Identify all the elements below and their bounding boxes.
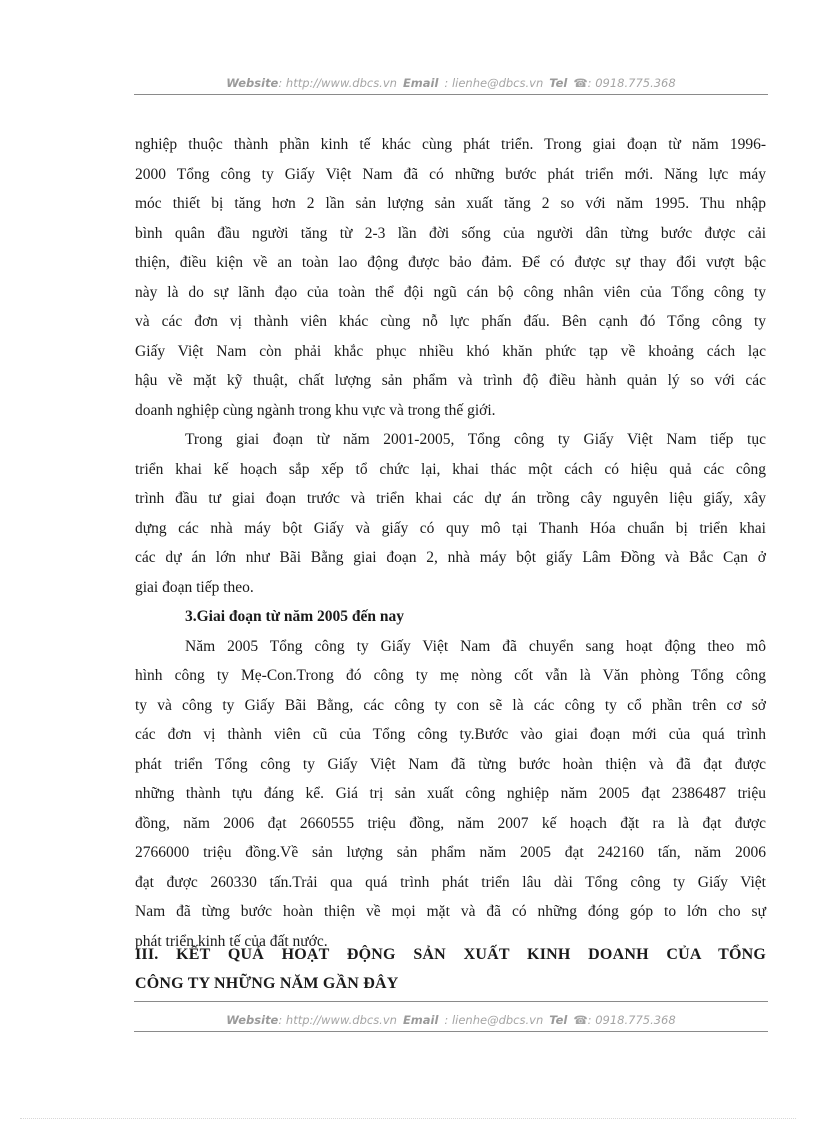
text-line: Năm 2005 Tổng công ty Giấy Việt Nam đã chuyển sang hoạt động theo mô [185, 637, 766, 655]
text-line: Nam đã từng bước hoàn thiện về mọi mặt và đã có những đóng góp to lớn cho sự [135, 903, 766, 920]
header-tel-label: Tel [549, 76, 568, 90]
text-line: 2766000 triệu đồng.Về sản lượng sản phẩm năm 2005 đạt 242160 tấn, năm 2006 [135, 844, 766, 861]
text-line: đạt được 260330 tấn.Trải qua quá trình phát triển lâu dài Tổng công ty Giấy Việt [135, 873, 766, 891]
footer-divider [134, 1001, 768, 1002]
text-line: và các đơn vị thành viên khác cùng nỗ lực phấn đấu. Bên cạnh đó Tổng công ty [135, 313, 766, 330]
text-line: doanh nghiệp cùng ngành trong khu vực và trong thế giới. [135, 401, 496, 419]
footer-tel-label: Tel [549, 1013, 568, 1027]
text-line: các dự án lớn như Bãi Bằng giai đoạn 2, nhà máy bột giấy Lâm Đồng và Bắc Cạn ở [135, 549, 766, 566]
text-line: này là do sự lãnh đạo của toàn thể đội ngũ cán bộ công nhân viên của Tổng công ty [135, 283, 766, 301]
page-edge-divider [20, 1118, 796, 1119]
text-line: các đơn vị thành viên cũ của Tổng công ty.Bước vào giai đoạn mới của quá trình [135, 726, 766, 743]
text-line: bình quân đầu người tăng từ 2-3 lần đời sống của người dân từng bước được cải [135, 224, 766, 242]
text-line: thiện, điều kiện về an toàn lao động được bảo đảm. Để có được sự thay đổi vượt bậc [135, 254, 766, 271]
header-divider [134, 94, 768, 95]
text-line: hình công ty Mẹ-Con.Trong đó công ty mẹ nòng cốt vẫn là Văn phòng Tổng công [135, 667, 766, 684]
header-tel-value: : 0918.775.368 [587, 76, 676, 90]
text-line: phát triển Tổng công ty Giấy Việt Nam đã từng bước hoàn thiện và đã đạt được [135, 755, 766, 773]
text-line: triển khai kế hoạch sắp xếp tổ chức lại, khai thác một cách có hiệu quả các công [135, 460, 766, 478]
text-line: giai đoạn tiếp theo. [135, 578, 254, 596]
paragraph-1 [135, 130, 766, 425]
header-email-link[interactable]: : lienhe@dbcs.vn [444, 76, 544, 90]
text-line: trình đầu tư giai đoạn trước và triển khai các dự án trồng cây nguyên liệu giấy, xây [135, 490, 766, 507]
text-line: Giấy Việt Nam còn phải khắc phục nhiều khó khăn phức tạp về khoảng cách lạc [135, 342, 766, 360]
paragraph-2 [135, 425, 766, 602]
text-line: nghiệp thuộc thành phần kinh tế khác cùng phát triển. Trong giai đoạn từ năm 1996- [135, 136, 766, 153]
section-heading-line: III. KẾT QUẢ HOẠT ĐỘNG SẢN XUẤT KINH DOANH CỦA TỔNG [135, 946, 766, 963]
text-line: những thành tựu đáng kể. Giá trị sản xuất công nghiệp năm 2005 đạt 2386487 triệu [135, 785, 766, 802]
text-line: 2000 Tổng công ty Giấy Việt Nam đã có những bước phát triển mới. Năng lực máy [135, 165, 766, 183]
body-text [135, 130, 766, 956]
footer-website-label: Website [226, 1013, 279, 1027]
footer-tel-value: : 0918.775.368 [587, 1013, 676, 1027]
section-heading-line: CÔNG TY NHỮNG NĂM GẦN ĐÂY [135, 975, 399, 992]
header-website-link[interactable]: : http://www.dbcs.vn [278, 76, 397, 90]
footer-divider [134, 1031, 768, 1032]
text-line: dựng các nhà máy bột Giấy và giấy có quy mô tại Thanh Hóa chuẩn bị triển khai [135, 519, 766, 537]
section-heading [135, 940, 766, 998]
page-footer [134, 1013, 768, 1027]
footer-email-label: Email [402, 1013, 439, 1027]
phone-icon: ☎ [573, 76, 588, 90]
text-line: hậu về mặt kỹ thuật, chất lượng sản phẩm và trình độ điều hành quản lý so với các [135, 372, 766, 389]
text-line: Trong giai đoạn từ năm 2001-2005, Tổng công ty Giấy Việt Nam tiếp tục [185, 431, 766, 448]
footer-website-link[interactable]: : http://www.dbcs.vn [278, 1013, 397, 1027]
page-header [134, 76, 768, 90]
text-line: đồng, năm 2006 đạt 2660555 triệu đồng, năm 2007 kế hoạch đặt ra là đạt được [135, 814, 766, 832]
header-website-label: Website [226, 76, 279, 90]
phone-icon: ☎ [573, 1013, 588, 1027]
paragraph-3 [135, 632, 766, 957]
text-line: móc thiết bị tăng hơn 2 lần sản lượng sản xuất tăng 2 so với năm 1995. Thu nhập [135, 195, 766, 212]
header-email-label: Email [402, 76, 439, 90]
text-line: phát triển kinh tế của đất nước. [135, 932, 328, 950]
subheading: 3.Giai đoạn từ năm 2005 đến nay [185, 608, 405, 625]
text-line: ty và công ty Giấy Bãi Bằng, các công ty con sẽ là các công ty cổ phần trên cơ sở [135, 696, 766, 714]
footer-email-link[interactable]: : lienhe@dbcs.vn [444, 1013, 544, 1027]
